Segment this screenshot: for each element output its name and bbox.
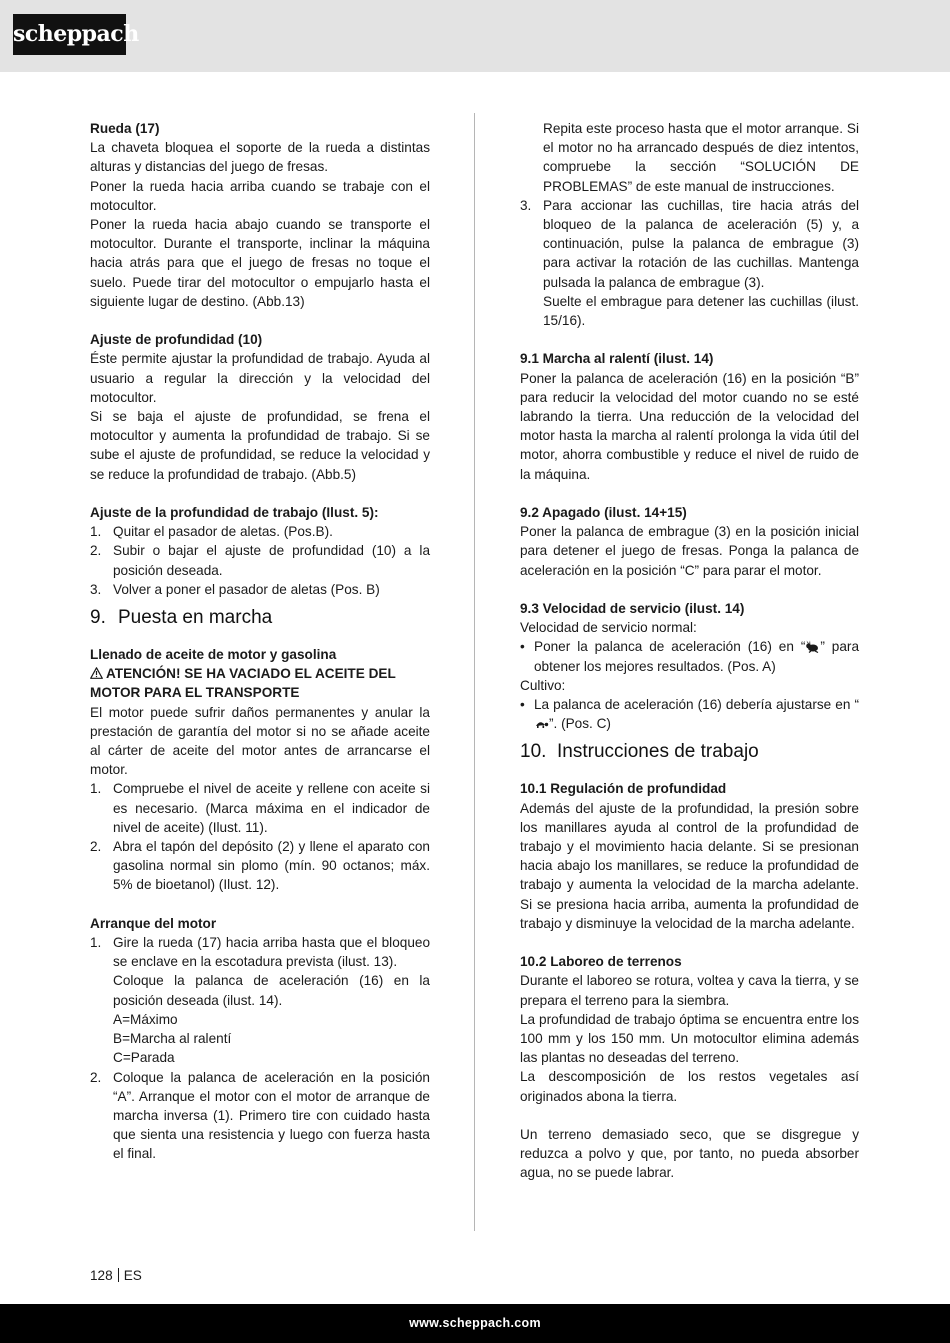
section-10-1-heading: 10.1 Regulación de profundidad <box>520 781 727 797</box>
list-item: 2. Abra el tapón del depósito (2) y llene el aparato con gasolina normal sin plomo (mín. 90 octanos; máx. 5% de bioetanol) (Ilust. 12). <box>90 839 430 893</box>
normal-speed-list <box>520 637 859 675</box>
position-b: B=Marcha al ralentí <box>113 1031 232 1047</box>
ajuste-trabajo-heading: Ajuste de la profundidad de trabajo (Ilust. 5): <box>90 505 379 521</box>
section-10-1-text: Además del ajuste de la profundidad, la presión sobre los manillares ayuda al control de la profundidad de trabajo y el movimiento hacia delante. Si se presionan hacia abajo los manillares, se reduce la profundidad de trabajo y aumenta la velocidad de la marcha adelante. Si se presiona hacia arriba, aumenta la profundidad de trabajo y disminuye la velocidad de la marcha adelante. <box>520 800 859 931</box>
header-bar <box>0 0 950 72</box>
section-9-2-text: Poner la palanca de embrague (3) en la posición inicial para detener el juego de fresas. Ponga la palanca de aceleración en la posición “C” para parar el motor. <box>520 524 859 578</box>
footer-divider <box>118 1268 119 1282</box>
cultivo-list <box>520 695 859 733</box>
page-number: 128 <box>90 1268 113 1283</box>
list-item: • La palanca de aceleración (16) debería ajustarse en “”. (Pos. C) <box>520 697 859 732</box>
rueda-text: La chaveta bloquea el soporte de la rueda a distintas alturas y distancias del juego de fresas. <box>90 140 430 175</box>
llenado-steps-list <box>90 779 430 894</box>
rueda-up-text: Poner la rueda hacia arriba cuando se trabaje con el motocultor. <box>90 178 430 213</box>
section-9-number: 9. <box>90 607 106 629</box>
section-10-2-heading: 10.2 Laboreo de terrenos <box>520 954 682 970</box>
arranque-heading: Arranque del motor <box>90 915 217 931</box>
llenado-heading: Llenado de aceite de motor y gasolina <box>90 647 337 663</box>
section-9-heading <box>90 606 430 630</box>
bottom-bar <box>0 1304 950 1343</box>
ajuste-steps-list <box>90 522 430 599</box>
position-a: A=Máximo <box>113 1011 178 1027</box>
list-item: 1. Quitar el pasador de aletas. (Pos.B). <box>90 524 333 540</box>
arranque-1-continuation: Coloque la palanca de aceleración (16) en la posición deseada (ilust. 14). <box>113 973 430 1008</box>
step-3-continuation: Suelte el embrague para detener las cuchillas (ilust. 15/16). <box>543 293 859 329</box>
list-item: • Poner la palanca de aceleración (16) en “ ” para obtener los mejores resultados. (Pos. A) <box>520 639 860 674</box>
list-item: 1. Compruebe el nivel de aceite y rellene con aceite si es necesario. (Marca máxima en el indicador de nivel de aceite) (Ilust. 11). <box>90 781 430 835</box>
section-10-2-text-1: Durante el laboreo se rotura, voltea y cava la tierra, y se prepara el terreno para la siembra. <box>520 973 859 1008</box>
warning-heading <box>90 664 430 702</box>
list-item: 3. Para accionar las cuchillas, tire hacia atrás del bloqueo de la palanca de aceleración (5) y, a continuación, pulse la palanca de embrague (3) para activar la rotación de las cuchillas. Mantenga pulsada la palanca de embrague (3). <box>520 197 859 290</box>
arranque-steps-list-continued <box>520 196 859 330</box>
section-10-2-text-2: La profundidad de trabajo óptima se encuentra entre los 100 mm y los 150 mm. Un motocultor elimina además las plantas no deseadas del terreno. <box>520 1011 859 1066</box>
warning-text: ATENCIÓN! SE HA VACIADO EL ACEITE DEL MOTOR PARA EL TRANSPORTE <box>90 666 396 701</box>
section-10-number: 10. <box>520 741 547 763</box>
ajuste-heading: Ajuste de profundidad (10) <box>90 332 263 348</box>
section-10-2-text-4: Un terreno demasiado seco, que se disgregue y reduzca a polvo y que, por tanto, no pueda absorber agua, no se puede labrar. <box>520 1127 859 1181</box>
list-item: 1. Gire la rueda (17) hacia arriba hasta que el bloqueo se enclave en la escotadura prevista (ilust. 13). <box>90 935 430 970</box>
column-divider <box>474 113 475 1231</box>
ajuste-text: Éste permite ajustar la profundidad de trabajo. Ayuda al usuario a regular la dirección y la velocidad del motocultor. <box>90 351 430 405</box>
arranque-steps-list <box>90 933 430 1163</box>
motor-text: El motor puede sufrir daños permanentes y anular la prestación de garantía del motor si no se añade aceite al cárter de aceite del motor antes de arrancarse el motor. <box>90 704 430 778</box>
page-footer <box>90 1266 142 1284</box>
section-10-2-text-3: La descomposición de los restos vegetales así originados abona la tierra. <box>520 1069 859 1104</box>
rabbit-icon <box>805 640 820 653</box>
section-9-1-heading: 9.1 Marcha al ralentí (ilust. 14) <box>520 351 714 367</box>
list-item: 3. Volver a poner el pasador de aletas (Pos. B) <box>90 581 380 597</box>
language-code: ES <box>123 1268 142 1283</box>
list-item: 2. Subir o bajar el ajuste de profundidad (10) a la posición deseada. <box>90 543 430 578</box>
normal-speed-label: Velocidad de servicio normal: <box>520 620 697 636</box>
section-9-2-heading: 9.2 Apagado (ilust. 14+15) <box>520 505 687 521</box>
section-10-heading <box>520 740 859 764</box>
list-item: 2. Coloque la palanca de aceleración en la posición “A”. Arranque el motor con el motor de arranque de marcha inversa (1). Primero tire con cuidado hasta que sienta una resistencia y luego con fuerza hasta el final. <box>90 1069 430 1162</box>
section-9-title: Puesta en marcha <box>118 607 273 629</box>
section-10-title: Instrucciones de trabajo <box>557 741 759 763</box>
ajuste-text-2: Si se baja el ajuste de profundidad, se frena el motocultor y aumenta la profundidad de trabajo. Si se sube el ajuste de profundidad, se reduce la velocidad y se reduce la profundidad de trabajo. (Abb.5) <box>90 409 430 482</box>
rueda-down-text: Poner la rueda hacia abajo cuando se transporte el motocultor. Durante el transporte, inclinar la máquina hacia atrás para que el juego de fresas no toque el suelo. Puede tirar del motocultor o empujarlo hasta el siguiente lugar de destino. (Abb.13) <box>90 217 430 309</box>
right-column <box>520 119 859 1183</box>
warning-triangle-icon <box>90 667 103 679</box>
turtle-icon <box>534 719 549 729</box>
rueda-heading: Rueda (17) <box>90 121 160 136</box>
website-link[interactable]: www.scheppach.com <box>409 1316 541 1330</box>
scheppach-logo: scheppach <box>13 14 126 55</box>
section-9-3-heading: 9.3 Velocidad de servicio (ilust. 14) <box>520 601 745 617</box>
cultivo-label: Cultivo: <box>520 677 566 693</box>
section-9-1-text: Poner la palanca de aceleración (16) en la posición “B” para reducir la velocidad del motor cuando no se esté labrando la tierra. Una reducción de la velocidad del motor hasta la marcha al ralentí prolonga la vida útil del motor, ahorra combustible y reduce el nivel de ruido de la máquina. <box>520 370 859 482</box>
repita-text: Repita este proceso hasta que el motor arranque. Si el motor no ha arrancado después de diez intentos, compruebe la sección “SOLUCIÓN DE PROBLEMAS” de este manual de instrucciones. <box>543 121 859 194</box>
position-c: C=Parada <box>113 1050 175 1066</box>
left-column <box>90 119 430 1164</box>
